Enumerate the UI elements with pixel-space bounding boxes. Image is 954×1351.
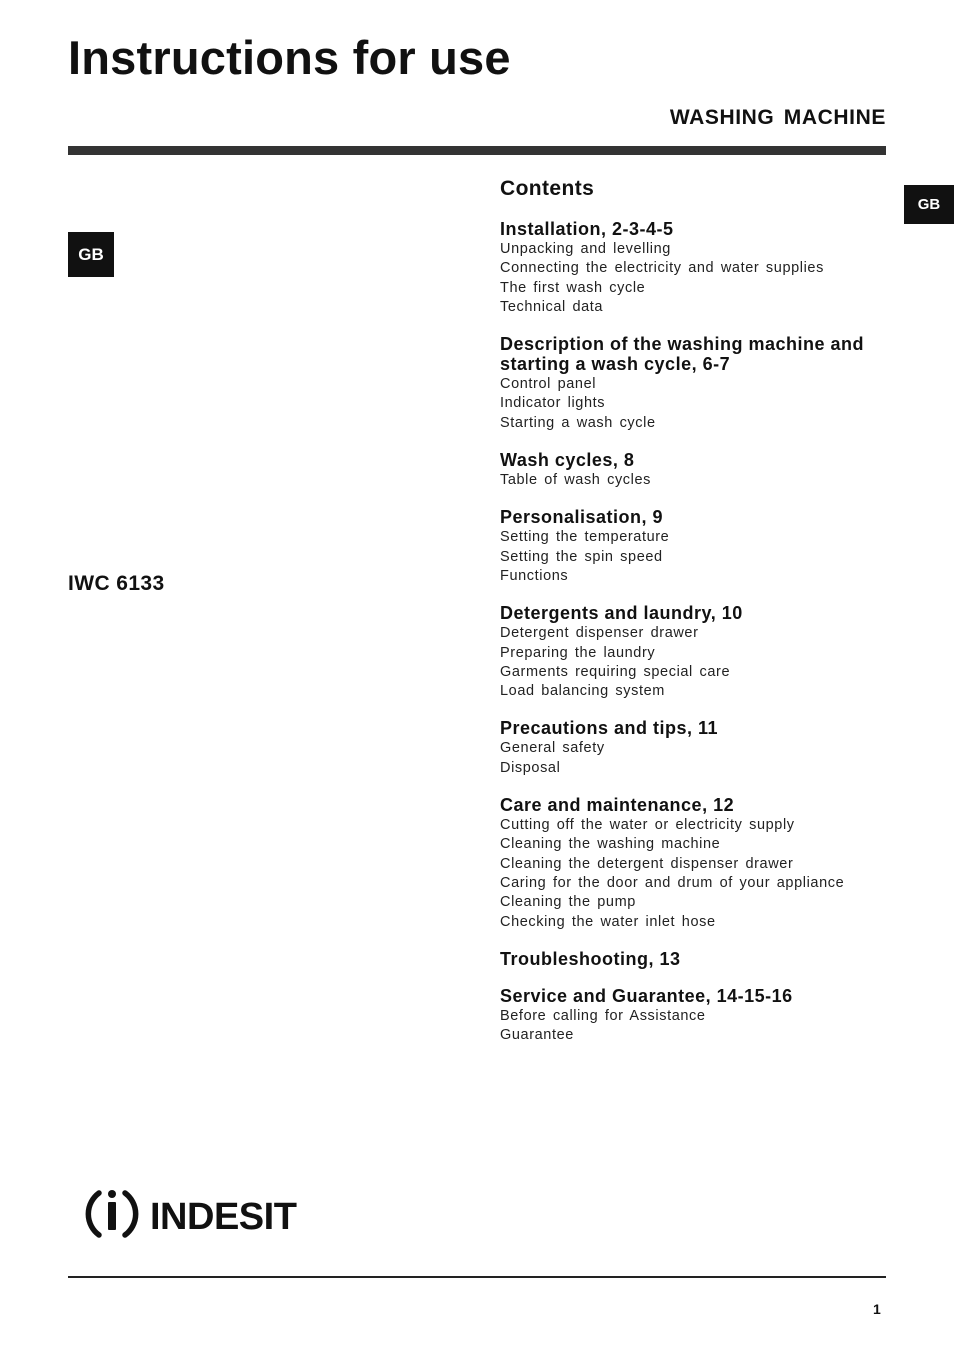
toc-item-list (500, 816, 890, 932)
toc-item-list (500, 739, 890, 778)
toc-section (500, 507, 890, 586)
toc-item: Garments requiring special care (500, 663, 731, 680)
toc-section (500, 450, 890, 490)
toc-section-title: Description of the washing machine and starting a wash cycle, 6-7 (500, 334, 865, 375)
toc-item: Unpacking and levelling (500, 241, 671, 257)
language-badge: GB (68, 232, 114, 277)
language-side-tab: GB (904, 185, 954, 224)
contents-heading: Contents (500, 177, 595, 200)
toc-section (500, 334, 890, 433)
toc-section-title: Service and Guarantee, 14-15-16 (500, 985, 793, 1006)
toc-item: Cleaning the detergent dispenser drawer (500, 855, 794, 872)
toc-item-list (500, 240, 890, 317)
toc-section-title: Wash cycles, 8 (500, 450, 635, 471)
toc-item: Starting a wash cycle (500, 414, 656, 431)
toc-item: Functions (500, 567, 569, 584)
toc-item: Preparing the laundry (500, 644, 656, 661)
model-number: IWC 6133 (68, 572, 165, 595)
page-number: 1 (873, 1301, 881, 1317)
toc-item-list (500, 528, 890, 586)
toc-item-list (500, 1007, 890, 1046)
toc-section (500, 603, 890, 701)
toc-section (500, 718, 890, 778)
toc-item: Before calling for Assistance (500, 1007, 706, 1024)
toc-section (500, 986, 890, 1046)
toc-section-title: Detergents and laundry, 10 (500, 603, 743, 624)
toc-item: Control panel (500, 376, 597, 393)
toc-item-list (500, 375, 890, 433)
toc-item: Table of wash cycles (500, 472, 651, 489)
toc-item: General safety (500, 740, 605, 757)
toc-item: The first wash cycle (500, 279, 646, 296)
toc-item: Indicator lights (500, 395, 606, 412)
toc-item-list (500, 471, 890, 490)
product-type: WASHING MACHINE (669, 106, 886, 129)
logo-wordmark: INDESIT (150, 1196, 297, 1238)
page-title: Instructions for use (68, 31, 511, 84)
toc-item: Cleaning the washing machine (500, 836, 721, 853)
toc-item: Load balancing system (500, 683, 665, 700)
footer-divider (68, 1276, 886, 1278)
toc-item: Disposal (500, 759, 561, 776)
toc-item: Connecting the electricity and water supplies (500, 260, 824, 277)
toc-item: Technical data (500, 298, 604, 315)
toc-item-list (500, 624, 890, 701)
toc-section (500, 949, 890, 969)
toc-item: Cleaning the pump (500, 894, 636, 911)
toc-item: Checking the water inlet hose (500, 913, 716, 930)
toc-item: Detergent dispenser drawer (500, 625, 699, 642)
toc-sections (500, 219, 890, 1045)
toc-section-title: Precautions and tips, 11 (500, 718, 719, 739)
toc-section (500, 795, 890, 932)
toc-section (500, 219, 890, 317)
toc-section-title: Troubleshooting, 13 (500, 948, 681, 969)
toc-section-title: Personalisation, 9 (500, 507, 664, 528)
toc-item: Caring for the door and drum of your appliance (500, 874, 845, 891)
toc-item: Cutting off the water or electricity supply (500, 817, 795, 834)
toc-item: Guarantee (500, 1027, 574, 1044)
indesit-logo (84, 1184, 316, 1244)
header-divider (68, 146, 886, 155)
toc-item: Setting the temperature (500, 529, 670, 546)
toc-section-title: Installation, 2-3-4-5 (500, 219, 674, 239)
toc-section-title: Care and maintenance, 12 (500, 795, 735, 816)
toc-item: Setting the spin speed (500, 548, 663, 565)
table-of-contents (500, 176, 890, 1062)
